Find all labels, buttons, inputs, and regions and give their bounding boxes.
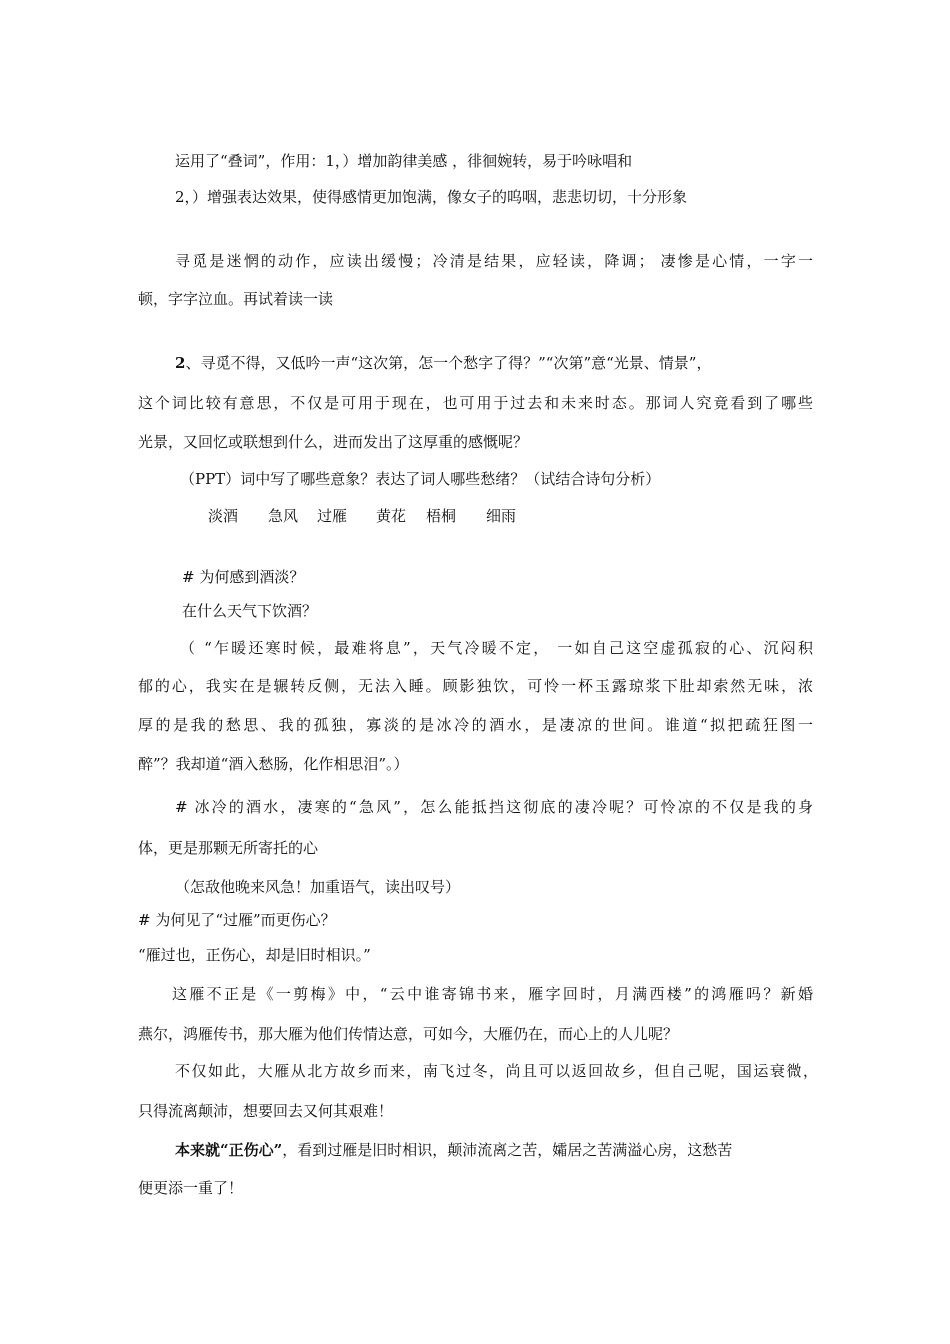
imagery-item: 急风 [268, 507, 299, 525]
text-line: 不仅如此，大雁从北方故乡而来，南飞过冬，尚且可以返回故乡，但自己呢，国运衰微， [175, 1062, 818, 1080]
text-line: 运用了“叠词”，作用：1，）增加韵律美感 ，徘徊婉转，易于吟咏唱和 [175, 152, 633, 170]
text-span: 、寻觅不得，又低吟一声“这次第，怎一个愁字了得？”“次第”意“光景、情景”， [185, 354, 712, 372]
text-line: 体，更是那颗无所寄托的心 [138, 839, 319, 857]
imagery-item: 细雨 [486, 507, 517, 525]
text-line: 光景，又回忆或联想到什么，进而发出了这厚重的感慨呢？ [138, 433, 529, 451]
text-line [175, 1140, 732, 1160]
text-line: 醉”？我却道“酒入愁肠，化作相思泪”。） [138, 755, 409, 773]
imagery-item: 黄花 [376, 507, 407, 525]
question-line: 在什么天气下饮酒？ [182, 602, 318, 620]
text-line: 郁的心，我实在是辗转反侧，无法入睡。顾影独饮，可怜一杯玉露琼浆下肚却索然无味，浓 [138, 677, 813, 695]
imagery-item: 淡酒 [208, 507, 239, 525]
text-line: 燕尔，鸿雁传书，那大雁为他们传情达意，可如今，大雁仍在，而心上的人儿呢？ [138, 1025, 679, 1043]
text-line: 这雁不正是《一剪梅》中，“云中谁寄锦书来，雁字回时，月满西楼”的鸿雁吗？新婚 [172, 985, 813, 1003]
text-line: # 冰冷的酒水，凄寒的“急风”，怎么能抵挡这彻底的凄冷呢？可怜凉的不仅是我的身 [175, 798, 813, 816]
note-line: （怎敌他晚来风急！加重语气，读出叹号） [175, 878, 461, 896]
text-line: 这个词比较有意思，不仅是可用于现在，也可用于过去和未来时态。那词人究竟看到了哪些 [138, 394, 813, 412]
text-line: 顿，字字泣血。再试着读一读 [138, 290, 334, 308]
text-line: 寻觅是迷惘的动作，应读出缓慢；冷清是结果，应轻读，降调； 凄惨是心情，一字一 [175, 252, 813, 270]
text-line: 厚的是我的愁思、我的孤独，寡淡的是冰冷的酒水，是凄凉的世间。谁道“拟把疏狂图一 [138, 716, 813, 734]
imagery-item: 过雁 [317, 507, 348, 525]
text-line: 只得流离颠沛，想要回去又何其艰难！ [138, 1102, 394, 1120]
emphasis-text: 本来就“正伤心” [175, 1141, 283, 1159]
question-line: # 为何感到酒淡？ [182, 568, 305, 586]
quote-line: “雁过也，正伤心，却是旧时相识。” [138, 946, 371, 964]
text-line: （ “乍暖还寒时候，最难将息”，天气冷暖不定， 一如自己这空虚孤寂的心、沉闷积 [180, 639, 813, 657]
question-line: # 为何见了“过雁”而更伤心？ [138, 911, 336, 929]
text-line: 2，）增强表达效果，使得感情更加饱满，像女子的呜咽，悲悲切切，十分形象 [175, 188, 688, 206]
list-number: 2 [175, 354, 186, 372]
text-span: ，看到过雁是旧时相识，颠沛流离之苦，孀居之苦满溢心房，这愁苦 [282, 1141, 733, 1159]
imagery-item: 梧桐 [426, 507, 457, 525]
text-line [175, 353, 711, 373]
ppt-question: （PPT）词中写了哪些意象？表达了词人哪些愁绪？（试结合诗句分析） [180, 470, 661, 488]
text-line: 便更添一重了！ [138, 1179, 244, 1197]
